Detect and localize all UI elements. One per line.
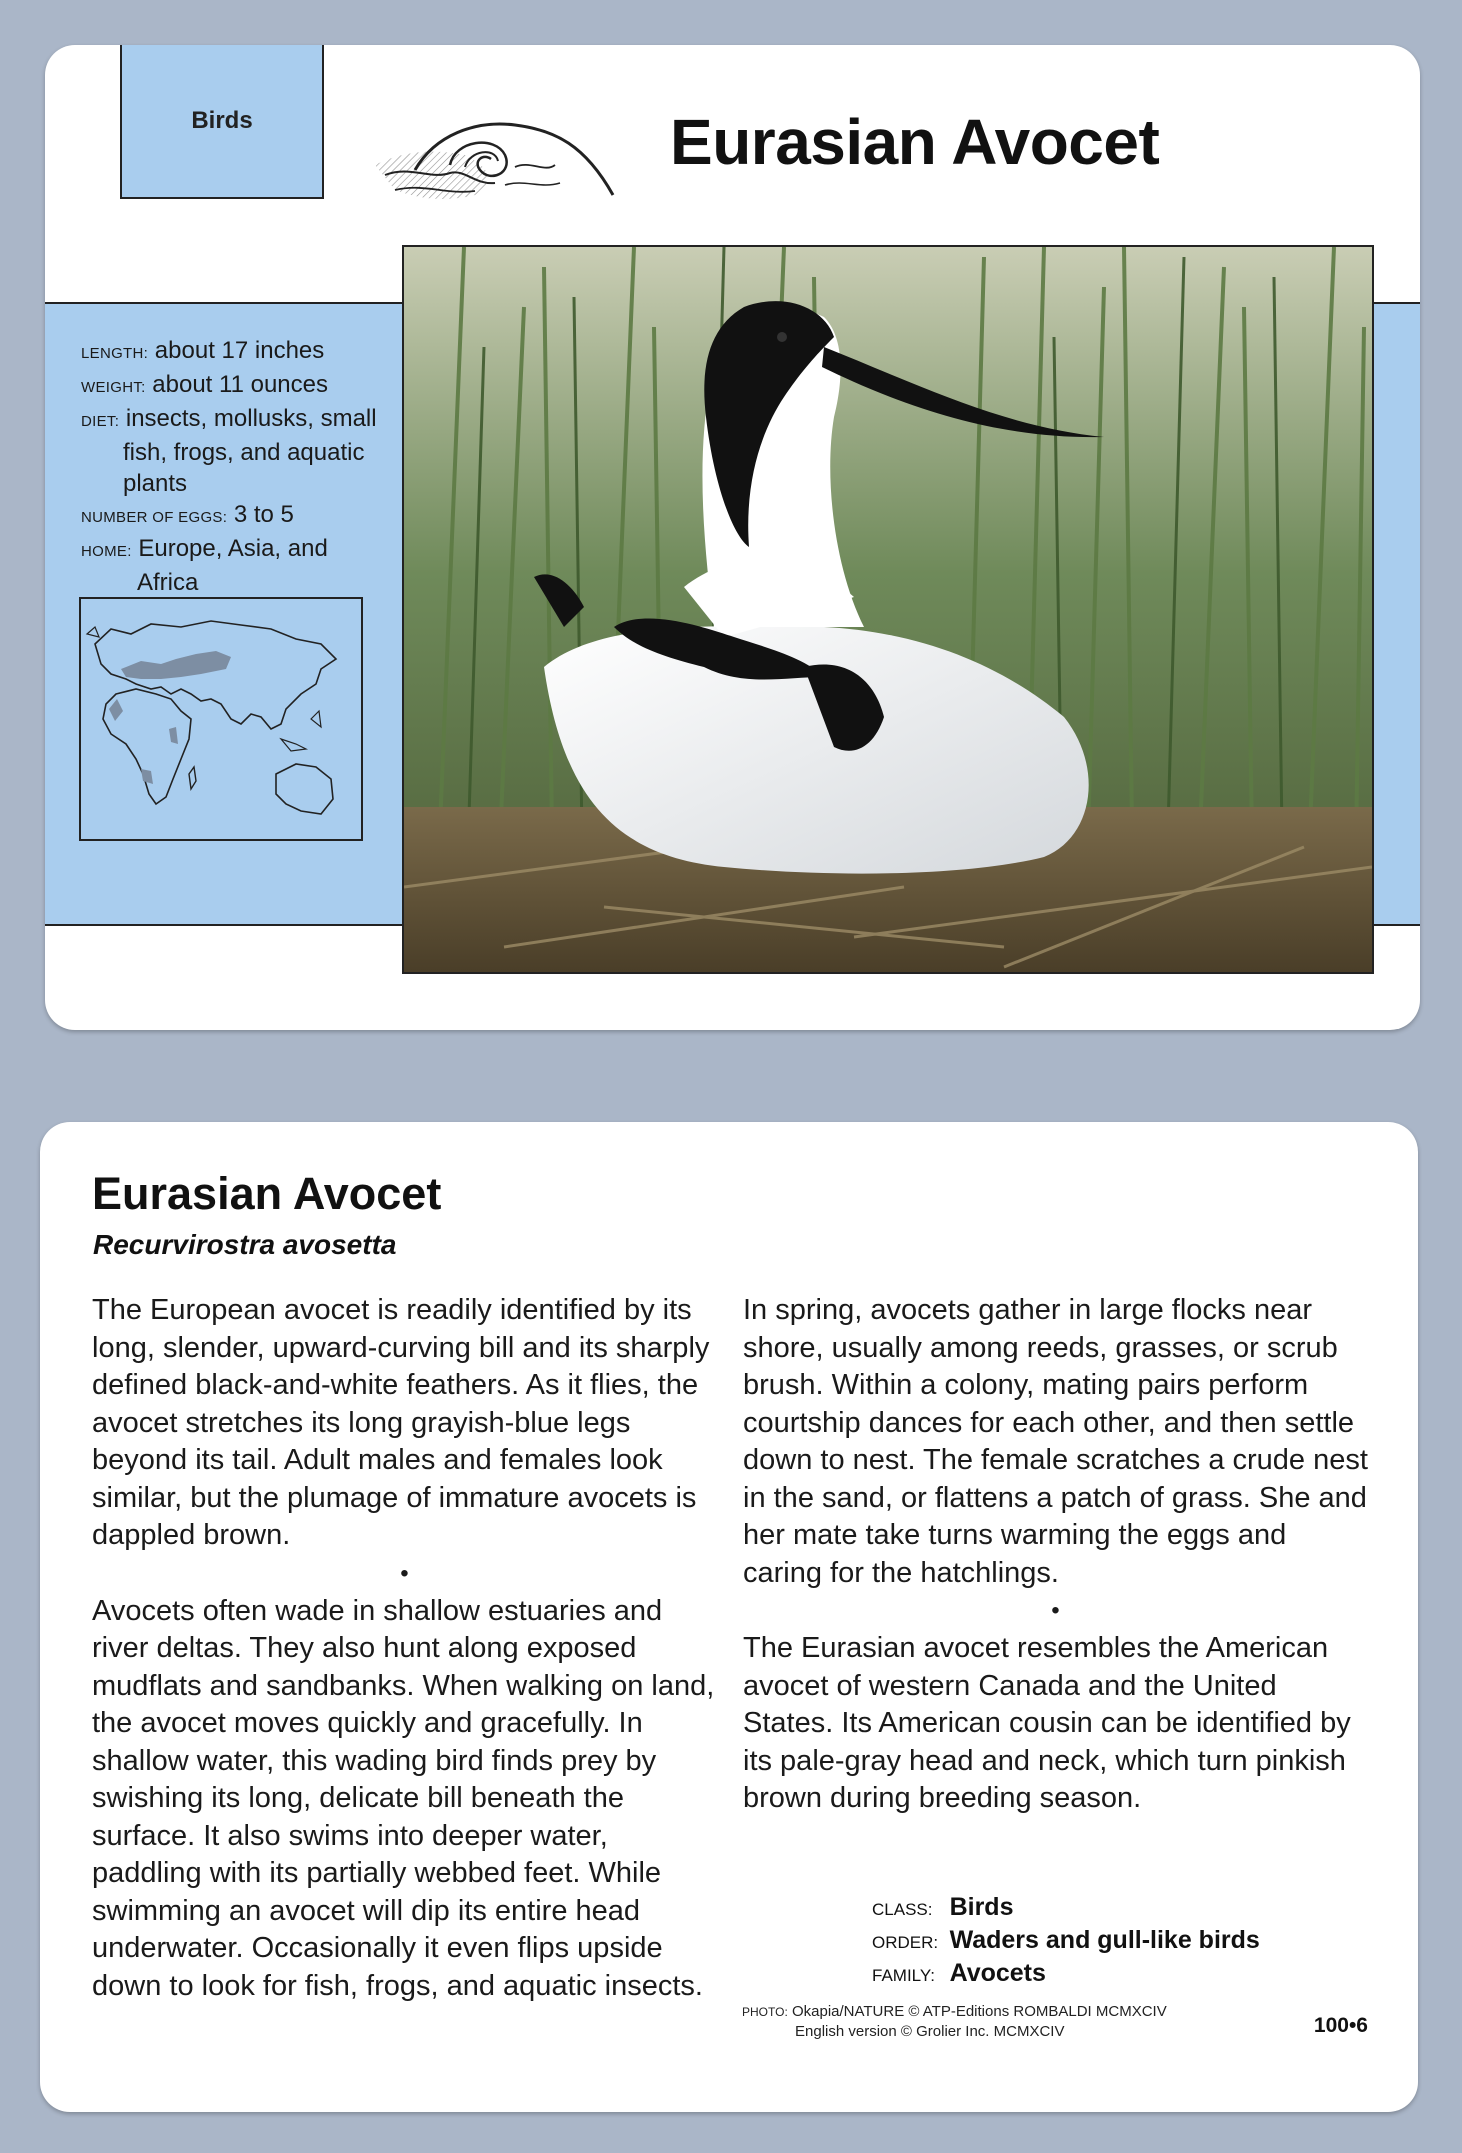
fact-value: about 11 ounces	[152, 371, 328, 398]
fact-label: DIET:	[81, 413, 120, 430]
card-title: Eurasian Avocet	[670, 106, 1160, 178]
category-label: Birds	[191, 107, 253, 134]
taxonomy-value: Birds	[949, 1893, 1014, 1921]
fact-label: WEIGHT:	[81, 379, 146, 396]
fact-home	[81, 533, 381, 598]
separator-dot: •	[400, 1559, 409, 1587]
taxonomy-label: ORDER:	[872, 1933, 939, 1952]
fact-length	[81, 335, 381, 369]
fact-value: Africa	[137, 569, 199, 596]
photo-credit	[742, 2002, 1167, 2042]
back-card	[40, 1122, 1418, 2112]
taxonomy-value: Waders and gull-like birds	[949, 1926, 1260, 1954]
fact-label: LENGTH:	[81, 345, 149, 362]
fact-value: 3 to 5	[233, 501, 294, 528]
paragraph: Avocets often wade in shallow estuaries and river deltas. They also hunt along exposed mudflats and sandbanks. When walking on land, the avocet moves quickly and gracefully. In shallow water, this wading bird finds prey by swishing its long, delicate bill beneath the surface. It also swims into deeper water, paddling with its partially webbed feet. While swimming an avocet will dip its entire head underwater. Occasionally it even flips upside down to look for fish, frogs, and aquatic insects.	[92, 1594, 715, 2002]
separator-dot: •	[1051, 1597, 1060, 1624]
back-title: Eurasian Avocet	[92, 1168, 442, 1219]
taxonomy-class	[872, 1892, 1260, 1925]
fact-list	[81, 335, 381, 598]
fact-diet	[81, 403, 381, 499]
fact-value: fish, frogs, and aquatic	[123, 439, 365, 466]
paragraph: The Eurasian avocet resembles the American avocet of western Canada and the United States. Its American cousin can be identified by its pale-gray head and neck, which turn pinkish brown during breeding season.	[743, 1632, 1351, 1814]
taxonomy	[872, 1892, 1260, 1991]
credit-line: English version © Grolier Inc. MCMXCIV	[795, 2023, 1065, 2040]
bird-photo	[402, 245, 1374, 974]
avocet-photo-icon	[404, 247, 1372, 972]
fact-value: Europe, Asia, and	[138, 535, 328, 562]
category-tab	[120, 45, 324, 199]
paragraph: In spring, avocets gather in large flocks near shore, usually among reeds, grasses, or scrub brush. Within a colony, mating pairs perform courtship dances for each other, and then settle down to nest. The female scratches a crude nest in the sand, or flattens a patch of grass. She and her mate take turns warming the eggs and caring for the hatchlings.	[743, 1294, 1368, 1589]
scientific-name: Recurvirostra avosetta	[93, 1229, 397, 1260]
fact-value: about 17 inches	[154, 337, 325, 364]
taxonomy-label: FAMILY:	[872, 1966, 935, 1985]
fact-value: insects, mollusks, small	[125, 405, 377, 432]
taxonomy-label: CLASS:	[872, 1900, 933, 1919]
taxonomy-family	[872, 1958, 1260, 1991]
paragraph: The European avocet is readily identified by its long, slender, upward-curving bill and its sharply defined black-and-white feathers. As it flies, the avocet stretches its long grayish-blue legs beyond its tail. Adult males and females look similar, but the plumage of immature avocets is dappled brown.	[92, 1294, 710, 1551]
front-card	[45, 45, 1420, 1030]
credit-line: Okapia/NATURE © ATP-Editions ROMBALDI MCMXCIV	[791, 2003, 1167, 2020]
fact-weight	[81, 369, 381, 403]
fact-label: HOME:	[81, 543, 132, 560]
taxonomy-order	[872, 1925, 1260, 1958]
range-map	[79, 597, 363, 841]
fact-label: NUMBER OF EGGS:	[81, 509, 228, 526]
fact-eggs	[81, 499, 381, 533]
wave-logo-icon	[355, 95, 685, 225]
range-map-icon	[81, 599, 361, 839]
fact-value: plants	[123, 470, 188, 497]
text-column-right	[743, 1292, 1368, 1818]
card-number: 100•6	[1313, 2014, 1368, 2037]
text-column-left	[92, 1292, 717, 2005]
taxonomy-value: Avocets	[949, 1959, 1046, 1987]
credit-label: PHOTO:	[742, 2005, 788, 2019]
